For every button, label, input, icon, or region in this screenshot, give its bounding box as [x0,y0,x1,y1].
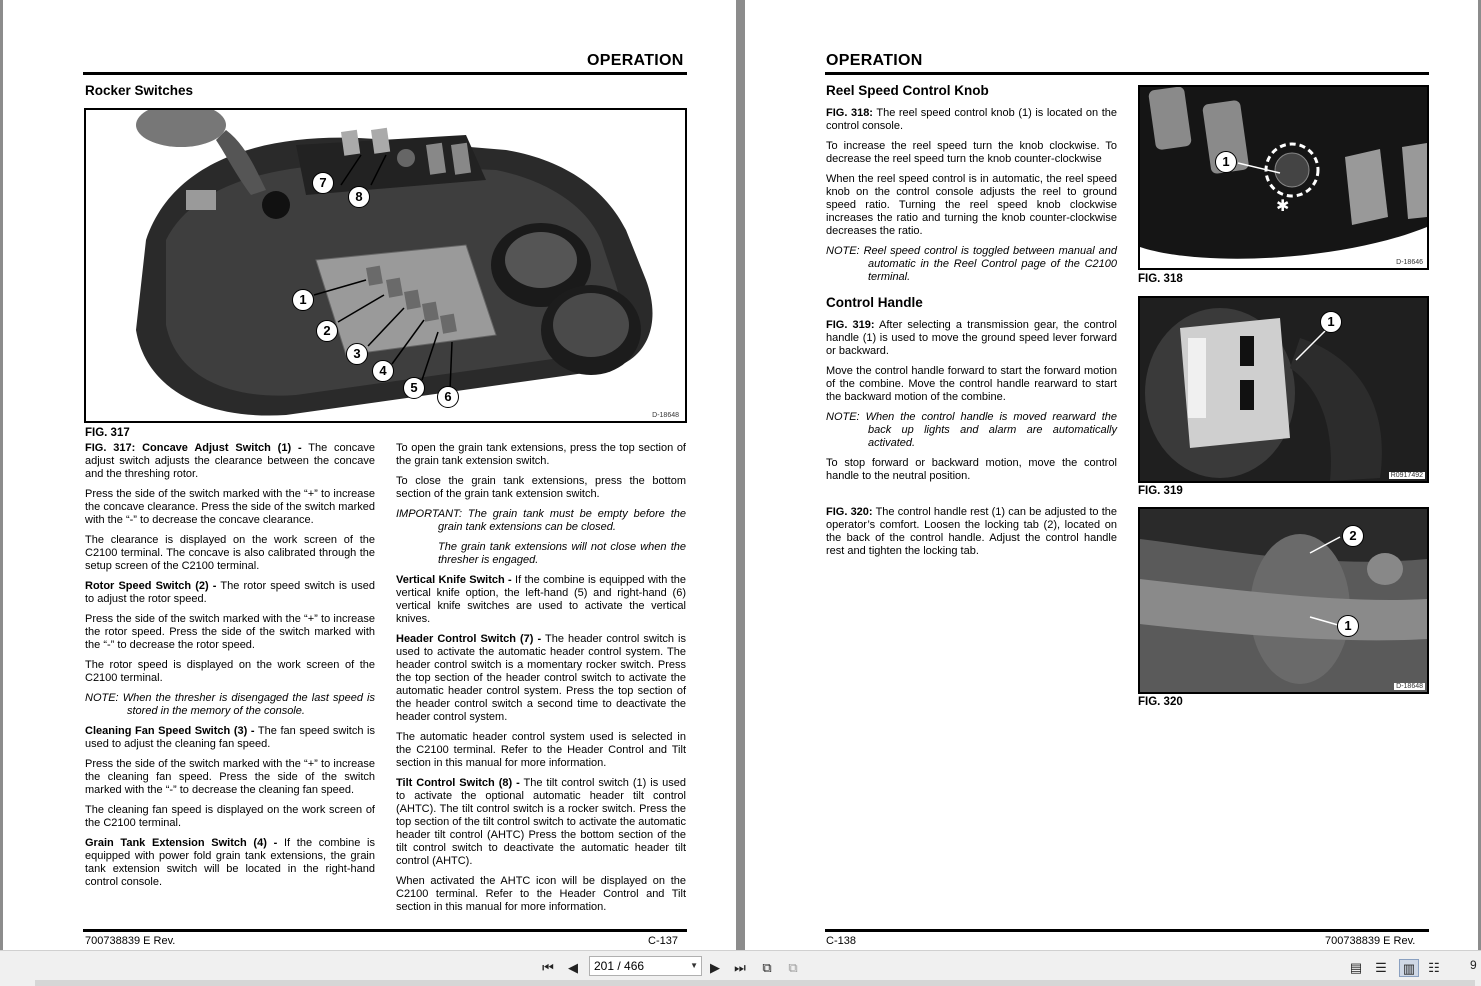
next-page-icon[interactable]: ▶ [710,960,720,975]
rotate-icon[interactable]: ⧉ [762,960,772,975]
body-paragraph [396,442,686,468]
paragraph-text: When the reel speed control is in automatic, the reel speed knob on the control console adjusts the reel to ground speed ratio. Turning the reel speed knob clockwise increases the ratio and turning the knob counter-clockwise decreases the ratio. [826,173,1117,237]
paragraph-text: Press the side of the switch marked with the “+” to increase the cleaning fan speed. Press the side of the switch marked with the “-” to decrease the cleaning fan speed. [85,758,375,796]
control-handle-illustration [1140,298,1427,481]
svg-text:✱: ✱ [1276,196,1290,215]
paragraph-text: Press the side of the switch marked with the “+” to increase the rotor speed. Press the side of the switch marked with the “-” to decrease the rotor speed. [85,613,375,651]
footer-rule [825,929,1429,932]
paragraph-lead: FIG. 320: [826,506,873,518]
paragraph-text: The fan speed switch is used to adjust the cleaning fan speed. [85,725,375,750]
callout-1: 1 [292,289,314,311]
text-reel-speed [826,107,1117,291]
single-page-icon[interactable]: ▤ [1349,960,1363,975]
body-paragraph [85,442,375,481]
body-paragraph [826,319,1117,358]
page-left [3,0,736,950]
body-paragraph [85,613,375,652]
callout-2: 2 [1342,525,1364,547]
page-number-value: 201 / 466 [594,959,645,973]
paragraph-text: The concave adjust switch adjusts the clearance between the concave and the threshing rotor. [85,442,375,480]
section-header: OPERATION [587,52,684,69]
paragraph-lead: Tilt Control Switch (8) - [396,777,520,789]
facing-icon[interactable]: ▥ [1399,959,1419,977]
paragraph-text: Move the control handle forward to start the forward motion of the combine. Move the control handle rearward to start the backward motion of the combine. [826,365,1117,403]
body-paragraph [826,107,1117,133]
figure-318 [1138,85,1429,270]
footer-page-number: C-137 [648,935,678,947]
paragraph-text: The reel speed control knob (1) is located on the control console. [826,107,1117,132]
note-paragraph: NOTE: When the control handle is moved rearward the back up lights and alarm are automatically activated. [826,411,1117,449]
paragraph-text: The tilt control switch (1) is used to activate the optional automatic header tilt control (AHTC). The tilt control switch is a rocker switch. Press the top section of the tilt control switch to activate the automatic header tilt control (AHTC) Press the bottom section of the tilt control switch to deactivate the automatic header tilt control (AHTC). [396,777,686,867]
callout-7: 7 [312,172,334,194]
paragraph-text: After selecting a transmission gear, the control handle (1) is used to move the ground speed lever forward or backward. [826,319,1118,357]
figure-label-318: FIG. 318 [1138,273,1183,285]
paragraph-lead: FIG. 318: [826,107,873,119]
continuous-icon[interactable]: ☰ [1375,960,1387,975]
paragraph-text: To open the grain tank extensions, press the top section of the grain tank extension switch. [396,442,686,467]
note-paragraph: NOTE: When the thresher is disengaged the last speed is stored in the memory of the console. [85,692,375,717]
footer-rule [83,929,687,932]
paragraph-text: The rotor speed is displayed on the work screen of the C2100 terminal. [85,659,375,684]
paragraph-text: If the combine is equipped with power fold grain tank extensions, the grain tank extension switch will be located in the right-hand control console. [85,837,375,888]
paragraph-text: To increase the reel speed turn the knob clockwise. To decrease the reel speed turn the knob counter-clockwise [826,140,1117,165]
figure-code: D-18648 [1396,683,1423,690]
body-paragraph [396,777,686,868]
paragraph-text: The cleaning fan speed is displayed on the work screen of the C2100 terminal. [85,804,375,829]
callout-2: 2 [316,320,338,342]
figure-code: R0917492 [1390,472,1423,479]
header-rule [825,72,1429,75]
heading-control-handle: Control Handle [826,295,923,310]
chevron-down-icon[interactable]: ▼ [690,961,698,970]
paragraph-text: The clearance is displayed on the work screen of the C2100 terminal. The concave is also calibrated through the setup screen of the C2100 terminal. [85,534,375,572]
body-paragraph [85,725,375,751]
body-paragraph [826,140,1117,166]
body-paragraph [396,574,686,626]
figure-label: FIG. 317 [85,427,130,439]
body-paragraph [85,804,375,830]
callout-1: 1 [1337,615,1359,637]
page-right [745,0,1478,950]
body-paragraph [85,659,375,685]
paragraph-lead: Grain Tank Extension Switch (4) - [85,837,278,849]
paragraph-lead: Cleaning Fan Speed Switch (3) - [85,725,255,737]
paragraph-text: Press the side of the switch marked with the “+” to increase the concave clearance. Press the side of the switch marked with the “-” to decrease the concave clearance. [85,488,375,526]
figure-code: D-18648 [652,412,679,419]
paragraph-text: The control handle rest (1) can be adjusted to the operator’s comfort. Loosen the locking tab (2), located on the back of the control handle. Adjust the control handle rest and tighten the locking tab. [826,506,1118,557]
figure-label-320: FIG. 320 [1138,696,1183,708]
footer-doc-number: 700738839 E Rev. [1325,935,1416,947]
header-rule [83,72,687,75]
last-page-icon[interactable]: ⏭ [734,960,746,975]
body-paragraph [396,731,686,770]
paragraph-text: The header control switch is used to activate the automatic header control system. The header control switch is a momentary rocker switch. Press the top section of the header control switch to activate the automatic header control system. Press the top section of the header control switch a second time to deactivate the header control system. [396,633,686,723]
figure-319 [1138,296,1429,483]
body-paragraph [85,758,375,797]
handle-rest-illustration [1140,509,1427,692]
paragraph-text: If the combine is equipped with the vertical knife option, the left-hand (5) and right-hand (6) vertical knife switches are used to activate the vertical knives. [396,574,686,625]
paragraph-lead: FIG. 319: [826,319,875,331]
figure-317 [84,108,687,423]
body-paragraph [85,488,375,527]
paragraph-text: To stop forward or backward motion, move the control handle to the neutral position. [826,457,1117,482]
reel-knob-illustration [1140,87,1427,268]
first-page-icon[interactable]: ⏮ [542,960,554,975]
paragraph-text: The rotor speed switch is used to adjust the rotor speed. [85,580,375,605]
body-paragraph [396,475,686,501]
paragraph-text: When activated the AHTC icon will be displayed on the C2100 terminal. Refer to the Header Control and Tilt section in this manual for more information. [396,875,686,913]
paragraph-lead: Rotor Speed Switch (2) - [85,580,217,592]
callout-8: 8 [348,186,370,208]
text-column-1 [85,442,375,896]
paragraph-lead: Header Control Switch (7) - [396,633,542,645]
section-header: OPERATION [826,52,923,69]
body-paragraph [85,580,375,606]
paragraph-lead: FIG. 317: Concave Adjust Switch (1) - [85,442,302,454]
text-control-handle [826,319,1117,490]
figure-code: D-18646 [1396,259,1423,266]
callout-4: 4 [372,360,394,382]
text-handle-rest [826,506,1117,565]
prev-page-icon[interactable]: ◀ [568,960,578,975]
page-number-input[interactable] [589,956,702,976]
callout-1: 1 [1320,311,1342,333]
figure-label-319: FIG. 319 [1138,485,1183,497]
footer-page-number: C-138 [826,935,856,947]
heading-rocker-switches: Rocker Switches [85,83,194,98]
zoom-level[interactable]: 9 [1470,958,1477,972]
callout-5: 5 [403,377,425,399]
note-paragraph: NOTE: Reel speed control is toggled between manual and automatic in the Reel Control page of the C2100 terminal. [826,245,1117,283]
body-paragraph [396,875,686,914]
heading-reel-speed: Reel Speed Control Knob [826,83,989,98]
paragraph-lead: Vertical Knife Switch - [396,574,512,586]
callout-6: 6 [437,386,459,408]
body-paragraph [85,837,375,889]
body-paragraph [826,506,1117,558]
body-paragraph [826,173,1117,238]
horizontal-scrollbar[interactable] [35,980,1475,986]
body-paragraph [396,633,686,724]
important-paragraph: IMPORTANT: The grain tank must be empty before the grain tank extensions can be closed. [396,508,686,533]
figure-320 [1138,507,1429,694]
facing-continuous-icon[interactable]: ☷ [1428,960,1440,975]
callout-1: 1 [1215,151,1237,173]
paragraph-text: To close the grain tank extensions, press the bottom section of the grain tank extension switch. [396,475,686,500]
body-paragraph [85,534,375,573]
footer-doc-number: 700738839 E Rev. [85,935,176,947]
body-paragraph [826,457,1117,483]
rotate-back-icon[interactable]: ⧉ [788,960,798,975]
callout-3: 3 [346,343,368,365]
important-paragraph: The grain tank extensions will not close when the thresher is engaged. [438,541,686,566]
paragraph-text: The automatic header control system used is selected in the C2100 terminal. Refer to the Header Control and Tilt section in this manual for more information. [396,731,686,769]
body-paragraph [826,365,1117,404]
text-column-2 [396,442,686,921]
